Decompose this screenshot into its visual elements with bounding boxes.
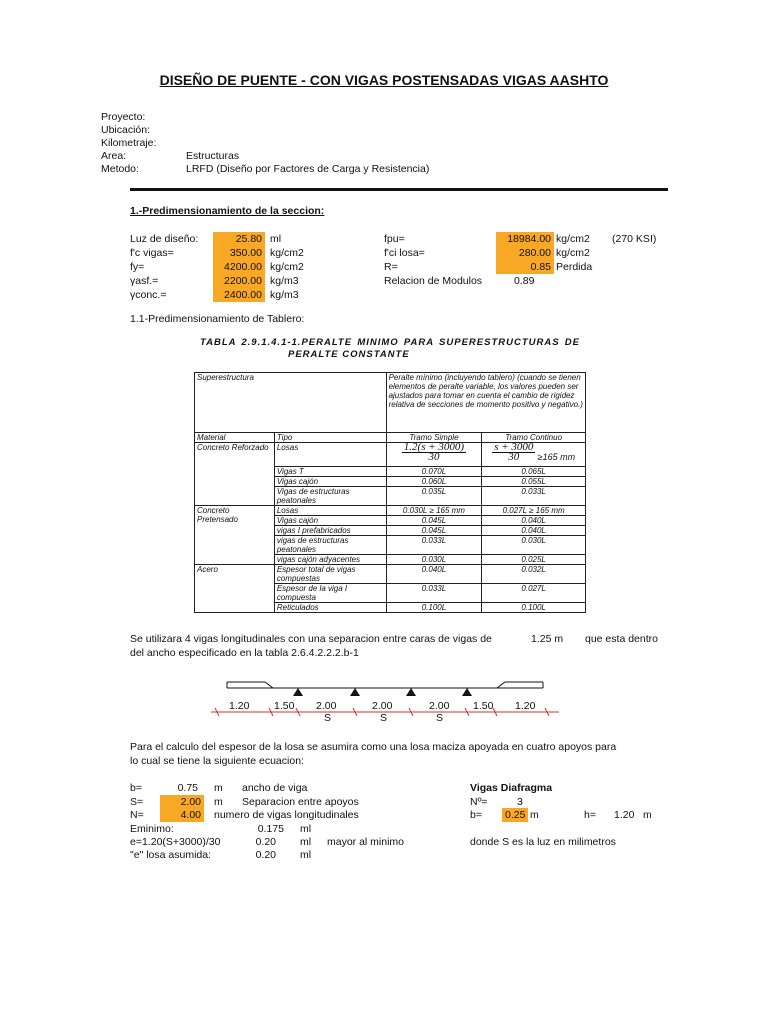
param-value: 0.85 [496, 260, 554, 274]
calc-unit: m [214, 796, 223, 808]
dim-label: 1.20 [515, 700, 536, 712]
s-label: S [324, 712, 332, 724]
vigas-text-line1: Se utilizara 4 vigas longitudinales con una separacion entre caras de vigas de [130, 633, 492, 645]
table-continuo: 0.100L [482, 603, 586, 613]
table-header-super: Superestructura [195, 373, 387, 433]
dim-label: 1.20 [229, 700, 250, 712]
calc-unit: ml [300, 836, 312, 848]
page-title: DISEÑO DE PUENTE - CON VIGAS POSTENSADAS VIGAS AASHTO [159, 72, 609, 88]
section1-heading: 1.-Predimensionamiento de la seccion: [130, 205, 325, 217]
table-tipo: Reticulados [274, 603, 386, 613]
table-tipo: Vigas cajón [274, 477, 386, 487]
metodo-value: LRFD (Diseño por Factores de Carga y Resistencia) [186, 163, 430, 175]
calc-unit: ml [300, 823, 312, 835]
table-continuo: 0.065L [482, 467, 586, 477]
table-continuo: 0.030L [482, 536, 586, 555]
area-value: Estructuras [186, 150, 240, 162]
calc-value: 4.00 [160, 808, 204, 822]
diafragma-heading: Vigas Diafragma [470, 782, 553, 794]
dim-label: 1.50 [473, 700, 494, 712]
calc-desc: mayor al minimo [327, 836, 405, 848]
diafragma-b-value: 0.25 [502, 808, 528, 822]
param-note: (270 KSI) [612, 233, 657, 245]
table-tipo: vigas de estructuras peatonales [274, 536, 386, 555]
table-continuo: 0.032L [482, 565, 586, 584]
table-continuo: 0.040L [482, 526, 586, 536]
calc-value: 0.20 [255, 849, 276, 861]
diafragma-h-unit: m [643, 809, 652, 821]
param-unit: ml [270, 233, 282, 245]
param-label: γasf.= [130, 275, 159, 287]
formula-simple-den: 30 [428, 451, 440, 463]
table-header-material: Material [195, 433, 275, 443]
formula-simple [386, 443, 482, 467]
param-value: 18984.00 [496, 232, 554, 246]
peralte-table [194, 372, 586, 613]
table-tipo: Espesor de la viga I compuesta [274, 584, 386, 603]
vigas-text-end: que esta dentro [585, 633, 658, 645]
table-simple: 0.035L [386, 487, 482, 506]
calc-value: 0.75 [177, 782, 198, 794]
formula-continuo [482, 443, 586, 467]
param-unit: kg/cm2 [556, 247, 590, 259]
param-unit: Perdida [556, 261, 593, 273]
table-tipo: vigas cajón adyacentes [274, 555, 386, 565]
dim-label: 2.00 [316, 700, 337, 712]
calc-label: e=1.20(S+3000)/30 [130, 836, 221, 848]
dim-label: 2.00 [372, 700, 393, 712]
table-material: Acero [195, 565, 275, 613]
formula-cont-num: s + 3000 [494, 441, 534, 453]
girder-support-icon [406, 688, 416, 696]
calc-desc: Separacion entre apoyos [242, 796, 359, 808]
param-value: 350.00 [213, 246, 265, 260]
girder-support-icon [462, 688, 472, 696]
param-unit: kg/m3 [270, 289, 299, 301]
table-material: Concreto Pretensado [195, 506, 275, 565]
ubicacion-label: Ubicación: [101, 124, 151, 136]
table-material: Concreto Reforzado [195, 443, 275, 506]
table-simple: 0.100L [386, 603, 482, 613]
calc-label: N= [130, 809, 144, 821]
formula-cont-den: 30 [508, 451, 520, 463]
diafragma-note: donde S es la luz en milimetros [470, 836, 616, 848]
area-label: Area: [101, 150, 127, 162]
param-value: 0.89 [514, 275, 535, 287]
table-tipo: Losas [274, 506, 386, 516]
param-unit: kg/cm2 [556, 233, 590, 245]
vigas-text-line2: del ancho especificado en la tabla 2.6.4.2.2.2.b-1 [130, 647, 359, 659]
diafragma-b-label: b= [470, 809, 482, 821]
dim-label: 1.50 [274, 700, 295, 712]
calc-desc: ancho de viga [242, 782, 308, 794]
dim-label: 2.00 [429, 700, 450, 712]
diafragma-b-unit: m [530, 809, 539, 821]
girder-support-icon [293, 688, 303, 696]
calc-unit: m [214, 782, 223, 794]
formula-simple-num: 1.2(s + 3000) [403, 441, 465, 453]
proyecto-label: Proyecto: [101, 111, 146, 123]
calc-label: Eminimo: [130, 823, 174, 835]
table-simple: 0.045L [386, 516, 482, 526]
deck-line [227, 682, 543, 688]
table-continuo: 0.055L [482, 477, 586, 487]
calc-unit: ml [300, 849, 312, 861]
table-tipo: Vigas de estructuras peatonales [274, 487, 386, 506]
table-continuo: 0.027L [482, 584, 586, 603]
param-label: R= [384, 261, 398, 273]
table-continuo: 0.025L [482, 555, 586, 565]
table-continuo: 0.033L [482, 487, 586, 506]
table-simple: 0.045L [386, 526, 482, 536]
param-label: γconc.= [130, 289, 167, 301]
metodo-label: Metodo: [101, 163, 139, 175]
table-simple: 0.070L [386, 467, 482, 477]
table-simple: 0.033L [386, 536, 482, 555]
calc-label: "e" losa asumida: [130, 849, 211, 861]
param-value: 25.80 [213, 232, 265, 246]
table-continuo: 0.040L [482, 516, 586, 526]
table-simple: 0.033L [386, 584, 482, 603]
formula-cont-suffix: ≥165 mm [537, 452, 576, 462]
losa-text-line2: lo cual se tiene la siguiente ecuacion: [130, 755, 304, 767]
diafragma-h-value: 1.20 [614, 809, 635, 821]
table-simple: 0.030L ≥ 165 mm [386, 506, 482, 516]
calc-label: S= [130, 796, 144, 808]
param-value: 2200.00 [213, 274, 265, 288]
calc-label: b= [130, 782, 142, 794]
table-simple: 0.040L [386, 565, 482, 584]
vigas-text-value: 1.25 m [531, 633, 564, 645]
table-tipo: Espesor total de vigas compuestas [274, 565, 386, 584]
calc-value: 0.20 [255, 836, 276, 848]
table-header-peralte: Peralte mínimo (incluyendo tablero) (cuando se tienen elementos de peralte variable, los valores pueden ser ajustados para tomar en cuenta el cambio de rigidez relativa de secciones de momento positivo y negativo.) [386, 373, 585, 433]
losa-text-line1: Para el calculo del espesor de la losa se asumira como una losa maciza apoyada en cuatro apoyos para [130, 741, 617, 753]
table-continuo: 0.027L ≥ 165 mm [482, 506, 586, 516]
section11-heading: 1.1-Predimensionamiento de Tablero: [130, 313, 305, 325]
param-value: 280.00 [496, 246, 554, 260]
table-tipo: Vigas T [274, 467, 386, 477]
table-tipo: Vigas cajón [274, 516, 386, 526]
calc-value: 2.00 [160, 795, 204, 809]
girder-support-icon [350, 688, 360, 696]
param-unit: kg/cm2 [270, 261, 304, 273]
param-label: fy= [130, 261, 145, 273]
table-simple: 0.060L [386, 477, 482, 487]
param-label: Relacion de Modulos [384, 275, 483, 287]
param-value: 2400.00 [213, 288, 265, 302]
param-label: f'c vigas= [130, 247, 174, 259]
diafragma-n-label: Nº= [470, 796, 488, 808]
table-tipo: Losas [274, 443, 386, 467]
table-header-simple: Tramo Simple [386, 433, 482, 443]
calc-desc: numero de vigas longitudinales [214, 809, 359, 821]
table-header-tipo: Tipo [274, 433, 386, 443]
param-label: Luz de diseño: [130, 233, 199, 245]
s-label: S [380, 712, 388, 724]
param-label: f'ci losa= [384, 247, 425, 259]
calc-value: 0.175 [257, 823, 284, 835]
param-label: fpu= [384, 233, 405, 245]
diafragma-n-value: 3 [517, 796, 523, 808]
divider [130, 188, 668, 191]
table-header-continuo: Tramo Continuo [482, 433, 586, 443]
param-unit: kg/cm2 [270, 247, 304, 259]
param-unit: kg/m3 [270, 275, 299, 287]
table-caption-line2: PERALTE CONSTANTE [288, 349, 410, 360]
table-caption-line1: TABLA 2.9.1.4.1-1.PERALTE MINIMO PARA SUPERESTRUCTURAS DE [200, 337, 580, 348]
table-simple: 0.030L [386, 555, 482, 565]
kilometraje-label: Kilometraje: [101, 137, 157, 149]
param-value: 4200.00 [213, 260, 265, 274]
s-label: S [436, 712, 444, 724]
diafragma-h-label: h= [584, 809, 596, 821]
table-tipo: vigas I prefabricados [274, 526, 386, 536]
